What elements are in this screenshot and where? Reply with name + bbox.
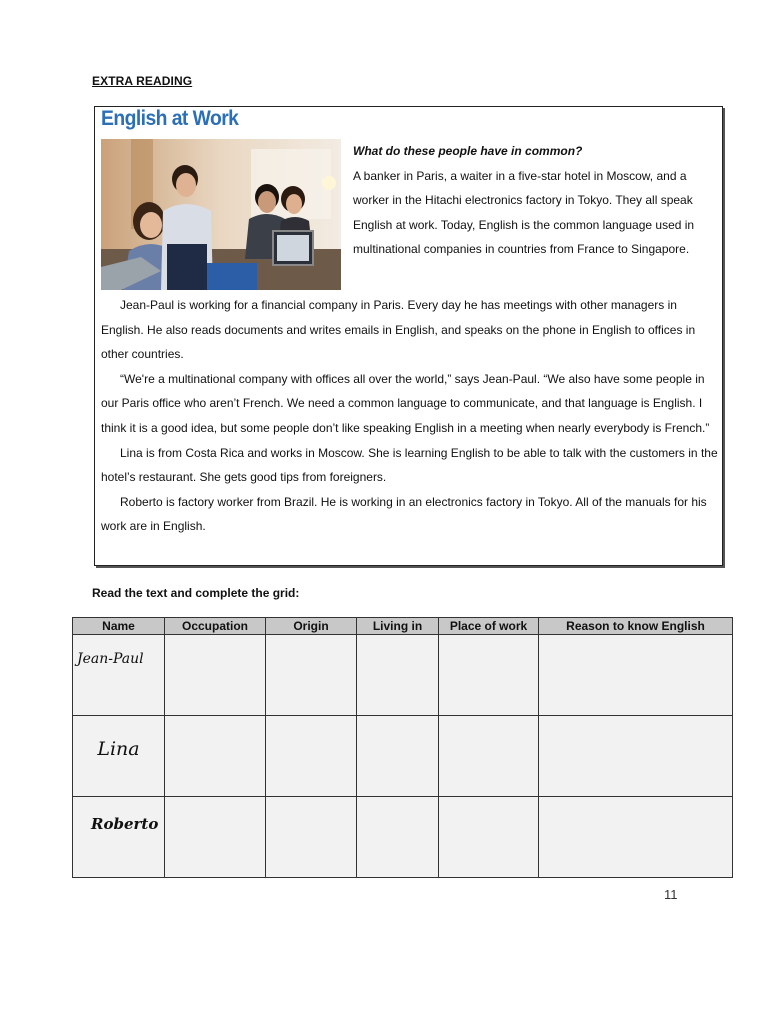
place-of-work-cell[interactable] [439, 635, 539, 716]
office-photo-illustration [101, 139, 341, 290]
origin-cell[interactable] [266, 716, 357, 797]
intro-text [353, 139, 719, 262]
handwritten-name: Roberto [91, 815, 159, 833]
living-in-cell[interactable] [357, 716, 439, 797]
header-place-of-work: Place of work [439, 618, 539, 635]
handwritten-name: Jean-Paul [77, 651, 144, 667]
table-row [73, 797, 733, 878]
intro-question: What do these people have in common? [353, 144, 583, 158]
paragraph-roberto: Roberto is factory worker from Brazil. He is working in an electronics factory in Tokyo. All of the manuals for his work are in English. [101, 494, 707, 534]
header-living-in: Living in [357, 618, 439, 635]
name-cell [73, 716, 165, 797]
grid-prompt: Read the text and complete the grid: [92, 586, 300, 600]
paragraph-lina: Lina is from Costa Rica and works in Moscow. She is learning English to be able to talk with the customers in the hotel’s restaurant. She gets good tips from foreigners. [101, 445, 718, 485]
name-cell [73, 635, 165, 716]
reason-cell[interactable] [539, 716, 733, 797]
article-title: English at Work [101, 107, 239, 130]
place-of-work-cell[interactable] [439, 716, 539, 797]
header-origin: Origin [266, 618, 357, 635]
occupation-cell[interactable] [165, 716, 266, 797]
header-name: Name [73, 618, 165, 635]
page-number: 11 [664, 887, 678, 902]
grid-header-row [73, 618, 733, 635]
header-reason: Reason to know English [539, 618, 733, 635]
article-box [94, 106, 723, 566]
occupation-cell[interactable] [165, 797, 266, 878]
living-in-cell[interactable] [357, 635, 439, 716]
place-of-work-cell[interactable] [439, 797, 539, 878]
header-occupation: Occupation [165, 618, 266, 635]
origin-cell[interactable] [266, 635, 357, 716]
origin-cell[interactable] [266, 797, 357, 878]
reason-cell[interactable] [539, 635, 733, 716]
living-in-cell[interactable] [357, 797, 439, 878]
office-photo [101, 139, 341, 290]
answer-grid [72, 617, 733, 878]
section-heading: EXTRA READING [92, 74, 193, 88]
paragraph-jean-paul: Jean-Paul is working for a financial company in Paris. Every day he has meetings with other managers in English. He also reads documents and writes emails in English, and speaks on the phone in English to offices in other countries. [101, 298, 696, 362]
article-body [101, 293, 719, 539]
name-cell [73, 797, 165, 878]
table-row [73, 635, 733, 716]
occupation-cell[interactable] [165, 635, 266, 716]
paragraph-quote: “We're a multinational company with offices all over the world,” says Jean-Paul. “We also have some people in our Paris office who aren’t French. We need a common language to communicate, and that language is English. I think it is a good idea, but some people don’t like speaking English in a meeting when nearly everybody is French.” [101, 371, 710, 435]
intro-paragraph: A banker in Paris, a waiter in a five-star hotel in Moscow, and a worker in the Hitachi electronics factory in Tokyo. They all speak English at work. Today, English is the common language used in multinational companies in countries from France to Singapore. [353, 168, 695, 257]
table-row [73, 716, 733, 797]
reason-cell[interactable] [539, 797, 733, 878]
handwritten-name: Lina [97, 738, 140, 760]
